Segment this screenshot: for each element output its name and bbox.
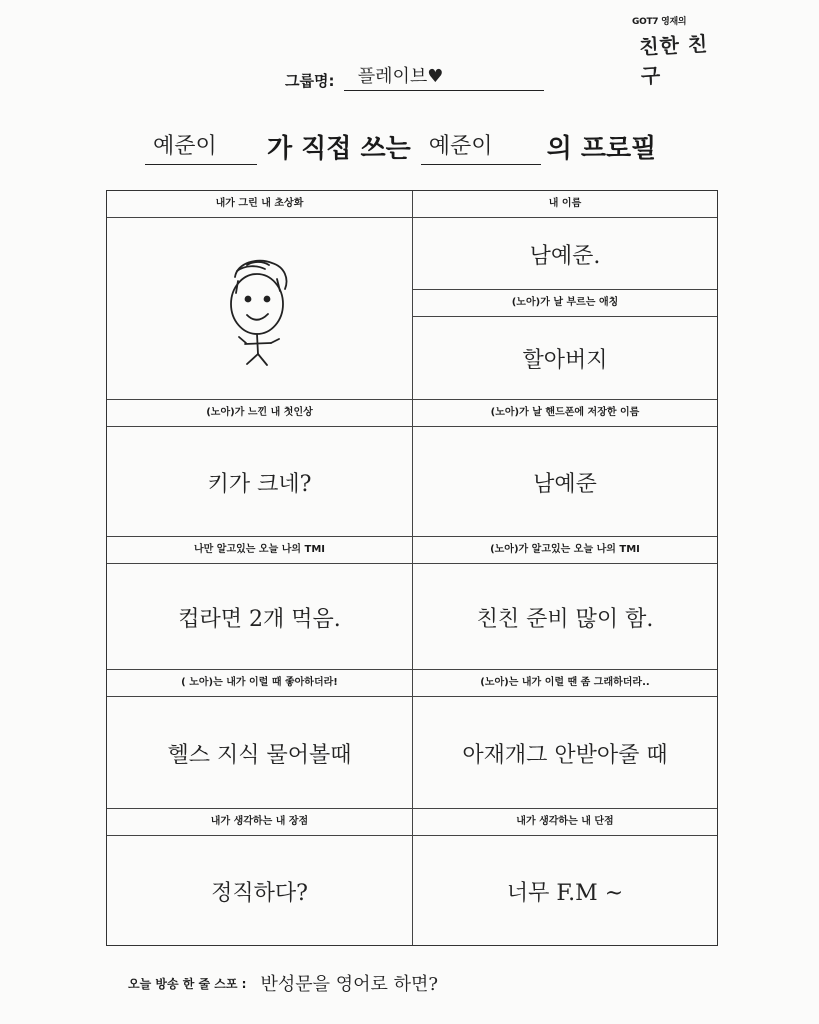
portrait-drawing bbox=[107, 219, 412, 399]
self-portrait-drawing bbox=[107, 219, 412, 399]
portrait-header: 내가 그린 내 초상화 bbox=[107, 191, 412, 218]
nickname-value: 할아버지 bbox=[522, 347, 608, 373]
weakness-value: 너무 F.M ~ bbox=[506, 880, 624, 906]
saved-name-header: (노아)가 날 핸드폰에 저장한 이름 bbox=[413, 400, 717, 427]
title-blank-1 bbox=[145, 128, 257, 165]
show-logo bbox=[632, 14, 722, 89]
spoiler-label: 오늘 방송 한 줄 스포 : bbox=[128, 976, 247, 991]
group-name-line bbox=[344, 68, 544, 91]
dislikes-value: 아재개그 안받아줄 때 bbox=[462, 742, 668, 768]
logo-top-text: GOT7 영재의 bbox=[632, 17, 687, 27]
my-tmi-header: 나만 알고있는 오늘 나의 TMI bbox=[107, 537, 412, 564]
spoiler-row bbox=[128, 970, 438, 996]
their-tmi-value: 친친 준비 많이 함. bbox=[476, 606, 654, 632]
nickname-header: (노아)가 날 부르는 애칭 bbox=[413, 290, 717, 317]
group-name-value: 플레이브♥ bbox=[357, 66, 444, 87]
their-tmi-header: (노아)가 알고있는 오늘 나의 TMI bbox=[413, 537, 717, 564]
title-blank-2 bbox=[421, 128, 541, 165]
strength-value: 정직하다? bbox=[211, 880, 308, 906]
dislikes-header: (노아)는 내가 이럴 땐 좀 그래하더라.. bbox=[413, 670, 717, 697]
strength-header: 내가 생각하는 내 장점 bbox=[107, 809, 412, 836]
group-name-row bbox=[285, 68, 544, 91]
likes-header: ( 노아)는 내가 이럴 때 좋아하더라! bbox=[107, 670, 412, 697]
first-impression-value: 키가 크네? bbox=[207, 471, 312, 497]
title-blank-1-value: 예준이 bbox=[153, 134, 217, 159]
name-header: 내 이름 bbox=[413, 191, 717, 218]
profile-grid bbox=[106, 190, 718, 946]
name-value: 남예준. bbox=[529, 243, 601, 269]
group-name-label: 그룹명: bbox=[285, 72, 335, 90]
my-tmi-value: 컵라면 2개 먹음. bbox=[178, 606, 341, 632]
weakness-header: 내가 생각하는 내 단점 bbox=[413, 809, 717, 836]
title-middle: 가 직접 쓰는 bbox=[267, 134, 411, 164]
title-blank-2-value: 예준이 bbox=[428, 134, 493, 159]
logo-main-text: 친한 친구 bbox=[638, 31, 709, 89]
spoiler-value: 반성문을 영어로 하면? bbox=[260, 974, 439, 995]
saved-name-value: 남예준 bbox=[533, 471, 597, 497]
title-end: 의 프로필 bbox=[546, 134, 657, 164]
likes-value: 헬스 지식 물어볼때 bbox=[167, 742, 352, 768]
page-title bbox=[145, 125, 666, 165]
first-impression-header: (노아)가 느낀 내 첫인상 bbox=[107, 400, 412, 427]
